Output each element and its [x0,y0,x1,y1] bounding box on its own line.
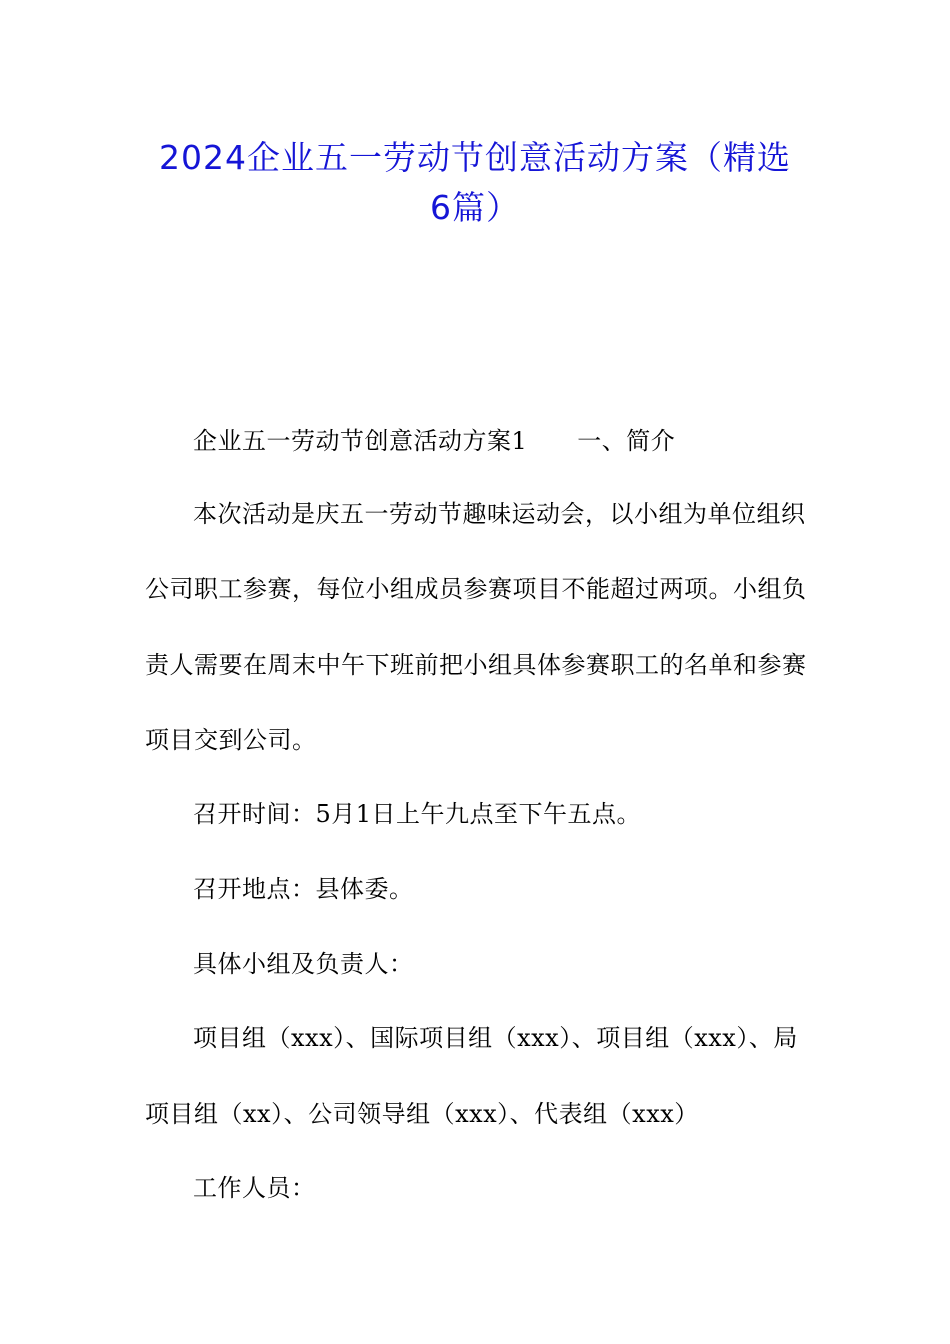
document-title-line-1: 2024企业五一劳动节创意活动方案（精选 [159,138,791,177]
section-heading-intro: 一、简介 [577,427,676,455]
groups-list-line-2: 项目组（xx）、公司领导组（xxx）、代表组（xxx） [145,1100,699,1128]
plan-heading-line [193,421,810,456]
document-title-line-2: 6篇） [430,188,520,227]
intro-paragraph-line-4: 项目交到公司。 [145,726,317,754]
groups-list-line-1: 项目组（xxx）、国际项目组（xxx）、项目组（xxx）、局 [193,1024,798,1052]
meeting-location: 召开地点：县体委。 [193,875,414,903]
groups-heading: 具体小组及负责人： [193,950,414,978]
plan-heading: 企业五一劳动节创意活动方案1 [193,427,528,455]
intro-paragraph-line-3: 责人需要在周末中午下班前把小组具体参赛职工的名单和参赛 [145,651,807,679]
intro-paragraph-line-1: 本次活动是庆五一劳动节趣味运动会，以小组为单位组织 [193,500,806,528]
intro-paragraph-line-2: 公司职工参赛，每位小组成员参赛项目不能超过两项。小组负 [145,575,807,603]
staff-heading: 工作人员： [193,1174,316,1202]
meeting-time: 召开时间：5月1日上午九点至下午五点。 [193,800,642,828]
